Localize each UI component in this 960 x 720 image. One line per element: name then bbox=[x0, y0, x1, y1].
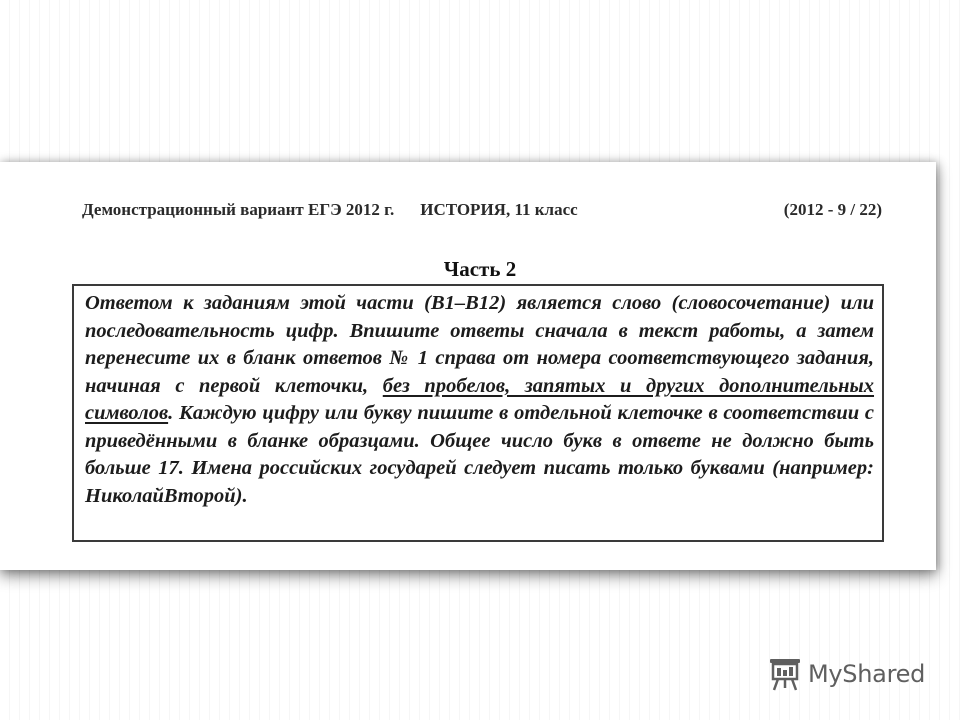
instruction-text-end: . Каждую цифру или букву пишите в отдельной клеточке в соответствии с приведёнными в бланке образцами. Общее число букв в ответе не должно быть больше 17. Имена российских государей следует писать только буквами (например: НиколайВторой). bbox=[85, 402, 874, 507]
header-exam-title: Демонстрационный вариант ЕГЭ 2012 г. bbox=[82, 200, 395, 219]
part-title: Часть 2 bbox=[443, 257, 517, 281]
myshared-watermark bbox=[768, 654, 925, 694]
header-left bbox=[82, 200, 578, 220]
document-header bbox=[82, 200, 882, 226]
instruction-underlined-text: без пробелов, запятых и других дополнительных символов bbox=[85, 374, 875, 424]
document-card bbox=[0, 162, 936, 570]
header-page-info: (2012 - 9 / 22) bbox=[783, 200, 882, 219]
presentation-board-icon bbox=[768, 656, 802, 692]
header-subject: ИСТОРИЯ, 11 класс bbox=[420, 200, 578, 219]
instruction-box bbox=[72, 284, 884, 542]
instruction-text-start: Ответом к заданиям этой части (В1–В12) является слово (словосочетание) или последовательность цифр. Впишите ответы сначала в текст работы, а затем перенесите их в бланк ответов № 1 справа от номера соответствующего задания, начиная с первой клеточки, bbox=[85, 292, 874, 397]
watermark-text: MyShared bbox=[808, 660, 926, 688]
instruction-text bbox=[85, 290, 874, 510]
